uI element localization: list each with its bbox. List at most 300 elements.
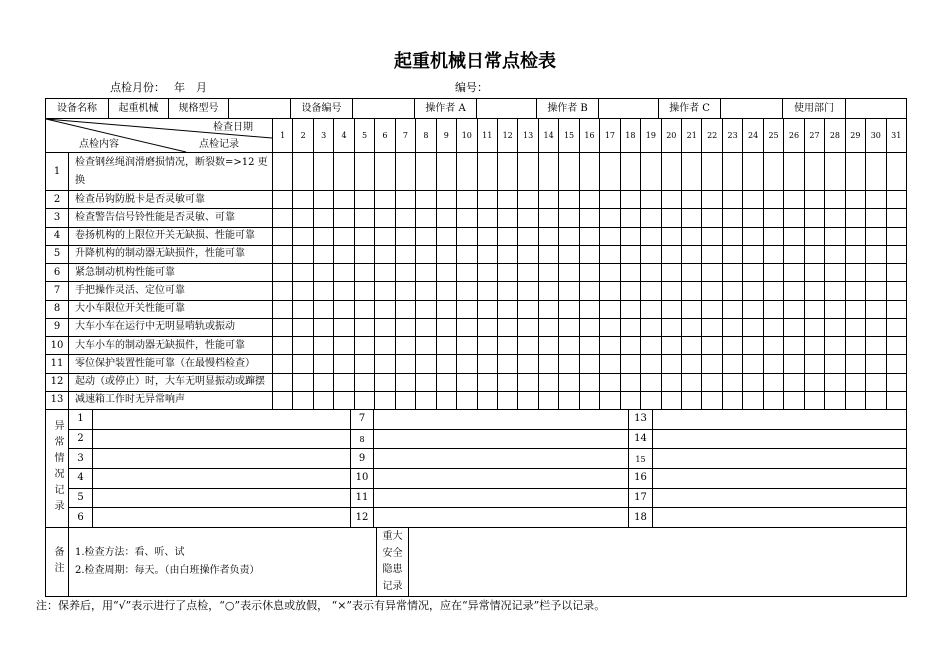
check-record-cell-day-22	[702, 153, 722, 191]
check-item-number: 9	[46, 319, 69, 337]
day-header-18: 18	[621, 119, 641, 153]
remarks-label-cell	[46, 528, 69, 597]
day-header-20: 20	[662, 119, 682, 153]
check-record-cell-day-6	[375, 246, 395, 264]
day-header-28: 28	[825, 119, 845, 153]
remark-check-method: 1.检查方法：看、听、试	[75, 547, 185, 558]
check-record-cell-day-16	[580, 209, 600, 227]
abnormal-entry	[93, 430, 351, 450]
check-record-cell-day-13	[518, 392, 538, 410]
check-record-cell-day-15	[559, 191, 579, 209]
check-record-cell-day-17	[600, 191, 620, 209]
check-record-cell-day-3	[314, 337, 334, 355]
check-record-cell-day-7	[396, 301, 416, 319]
check-record-cell-day-12	[498, 246, 518, 264]
check-record-cell-day-6	[375, 355, 395, 373]
check-record-cell-day-14	[539, 209, 559, 227]
check-item-text: 起动（或停止）时，大车无明显振动或蹿摆	[69, 374, 273, 392]
check-record-cell-day-22	[702, 319, 722, 337]
check-record-cell-day-2	[293, 209, 313, 227]
check-record-cell-day-12	[498, 228, 518, 246]
check-record-cell-day-22	[702, 392, 722, 410]
abnormal-entry	[374, 410, 629, 430]
check-record-cell-day-19	[641, 337, 661, 355]
check-record-cell-day-31	[887, 153, 907, 191]
check-record-cell-day-11	[478, 282, 498, 300]
check-record-cell-day-5	[355, 191, 375, 209]
check-record-cell-day-3	[314, 246, 334, 264]
check-record-cell-day-1	[273, 374, 293, 392]
check-record-cell-day-10	[457, 282, 477, 300]
check-record-cell-day-2	[293, 355, 313, 373]
check-record-cell-day-8	[416, 374, 436, 392]
check-record-cell-day-8	[416, 191, 436, 209]
abnormal-entry	[374, 508, 629, 528]
check-record-cell-day-27	[805, 153, 825, 191]
check-record-cell-day-2	[293, 392, 313, 410]
check-record-cell-day-12	[498, 337, 518, 355]
day-header-11: 11	[478, 119, 498, 153]
check-record-cell-day-11	[478, 191, 498, 209]
footnote: 注：保养后，用“√”表示进行了点检，“○”表示休息或放假， “×”表示有异常情况，应在“异常情况记录”栏予以记录。	[36, 599, 606, 612]
check-record-cell-day-18	[621, 246, 641, 264]
abnormal-number: 6	[69, 508, 93, 528]
abnormal-number: 8	[351, 430, 374, 450]
check-record-cell-day-18	[621, 228, 641, 246]
check-record-cell-day-28	[825, 264, 845, 282]
check-record-cell-day-6	[375, 374, 395, 392]
check-record-cell-day-19	[641, 392, 661, 410]
abnormal-number: 17	[629, 489, 653, 509]
check-record-cell-day-1	[273, 209, 293, 227]
day-header-22: 22	[702, 119, 722, 153]
check-record-cell-day-4	[334, 191, 354, 209]
check-record-cell-day-26	[784, 153, 804, 191]
check-item-text: 检查吊钩防脱卡是否灵敏可靠	[69, 191, 273, 209]
check-record-cell-day-15	[559, 355, 579, 373]
check-record-cell-day-31	[887, 191, 907, 209]
abnormal-number: 5	[69, 489, 93, 509]
check-record-cell-day-27	[805, 246, 825, 264]
check-record-cell-day-8	[416, 209, 436, 227]
abnormal-number: 2	[69, 430, 93, 450]
abnormal-number: 15	[629, 449, 653, 469]
check-record-cell-day-13	[518, 264, 538, 282]
check-record-cell-day-11	[478, 374, 498, 392]
abnormal-entry	[93, 489, 351, 509]
check-record-cell-day-8	[416, 228, 436, 246]
check-record-cell-day-13	[518, 209, 538, 227]
check-record-cell-day-9	[437, 337, 457, 355]
check-record-cell-day-6	[375, 153, 395, 191]
check-record-cell-day-27	[805, 209, 825, 227]
check-record-cell-day-6	[375, 264, 395, 282]
page-title: 起重机械日常点检表	[394, 51, 556, 72]
check-record-cell-day-9	[437, 301, 457, 319]
check-record-cell-day-16	[580, 355, 600, 373]
check-record-cell-day-20	[662, 246, 682, 264]
check-record-cell-day-12	[498, 392, 518, 410]
abnormal-entry	[653, 430, 907, 450]
operator-c-label: 操作者 C	[659, 99, 721, 119]
check-item-number: 10	[46, 337, 69, 355]
check-record-cell-day-8	[416, 337, 436, 355]
check-record-cell-day-7	[396, 337, 416, 355]
check-record-cell-day-4	[334, 337, 354, 355]
department-value	[846, 99, 907, 119]
check-record-cell-day-30	[866, 228, 886, 246]
check-record-cell-day-2	[293, 191, 313, 209]
check-record-cell-day-9	[437, 282, 457, 300]
check-record-cell-day-15	[559, 264, 579, 282]
abnormal-number: 4	[69, 469, 93, 489]
abnormal-entry	[653, 489, 907, 509]
check-record-cell-day-7	[396, 319, 416, 337]
check-record-cell-day-3	[314, 228, 334, 246]
check-record-cell-day-29	[846, 191, 866, 209]
abnormal-number: 10	[351, 469, 374, 489]
check-record-cell-day-3	[314, 355, 334, 373]
check-record-cell-day-3	[314, 209, 334, 227]
check-record-cell-day-25	[764, 355, 784, 373]
check-record-cell-day-9	[437, 355, 457, 373]
check-record-cell-day-8	[416, 319, 436, 337]
check-record-cell-day-11	[478, 264, 498, 282]
check-item-number: 11	[46, 355, 69, 373]
day-header-13: 13	[518, 119, 538, 153]
check-record-cell-day-4	[334, 282, 354, 300]
check-record-cell-day-10	[457, 209, 477, 227]
check-record-cell-day-31	[887, 319, 907, 337]
check-record-cell-day-18	[621, 355, 641, 373]
check-record-cell-day-18	[621, 374, 641, 392]
check-record-cell-day-12	[498, 355, 518, 373]
check-record-cell-day-15	[559, 301, 579, 319]
check-record-cell-day-20	[662, 355, 682, 373]
check-record-cell-day-24	[743, 337, 763, 355]
check-record-cell-day-30	[866, 337, 886, 355]
check-record-cell-day-19	[641, 355, 661, 373]
check-item-text: 零位保护装置性能可靠（在最慢档检查）	[69, 355, 273, 373]
check-record-cell-day-26	[784, 392, 804, 410]
check-record-cell-day-14	[539, 337, 559, 355]
check-record-cell-day-27	[805, 319, 825, 337]
check-record-cell-day-11	[478, 228, 498, 246]
operator-a-label: 操作者 A	[415, 99, 477, 119]
day-header-21: 21	[682, 119, 702, 153]
check-record-cell-day-11	[478, 337, 498, 355]
check-record-cell-day-30	[866, 246, 886, 264]
day-header-24: 24	[743, 119, 763, 153]
check-record-cell-day-28	[825, 374, 845, 392]
form-number-label: 编号：	[455, 81, 488, 94]
check-record-cell-day-30	[866, 392, 886, 410]
check-record-cell-day-25	[764, 392, 784, 410]
check-record-cell-day-25	[764, 246, 784, 264]
check-record-cell-day-21	[682, 228, 702, 246]
check-record-cell-day-12	[498, 153, 518, 191]
day-header-4: 4	[334, 119, 354, 153]
day-header-7: 7	[396, 119, 416, 153]
check-record-cell-day-25	[764, 209, 784, 227]
check-record-cell-day-8	[416, 301, 436, 319]
check-record-cell-day-29	[846, 282, 866, 300]
check-record-cell-day-24	[743, 191, 763, 209]
check-record-cell-day-15	[559, 153, 579, 191]
check-record-cell-day-31	[887, 228, 907, 246]
day-header-5: 5	[355, 119, 375, 153]
check-record-cell-day-7	[396, 264, 416, 282]
remarks-label: 备注	[52, 546, 63, 578]
check-record-cell-day-12	[498, 301, 518, 319]
check-record-cell-day-13	[518, 282, 538, 300]
check-record-cell-day-7	[396, 153, 416, 191]
check-record-cell-day-21	[682, 374, 702, 392]
check-record-cell-day-1	[273, 319, 293, 337]
check-record-cell-day-2	[293, 264, 313, 282]
check-record-cell-day-16	[580, 392, 600, 410]
check-record-cell-day-18	[621, 191, 641, 209]
check-record-cell-day-25	[764, 228, 784, 246]
check-record-cell-day-30	[866, 264, 886, 282]
check-record-cell-day-15	[559, 319, 579, 337]
check-item-text: 减速箱工作时无异常响声	[69, 392, 273, 410]
check-record-cell-day-26	[784, 246, 804, 264]
day-header-16: 16	[580, 119, 600, 153]
check-record-cell-day-10	[457, 337, 477, 355]
check-record-cell-day-17	[600, 228, 620, 246]
check-record-cell-day-23	[723, 355, 743, 373]
check-record-cell-day-30	[866, 153, 886, 191]
check-item-text: 卷扬机构的上限位开关无缺损、性能可靠	[69, 228, 273, 246]
check-record-cell-day-10	[457, 264, 477, 282]
check-record-cell-day-24	[743, 374, 763, 392]
major-hazard-label: 重大安全隐患记录	[382, 531, 403, 592]
check-record-cell-day-27	[805, 355, 825, 373]
spec-model-label: 规格型号	[169, 99, 229, 119]
check-record-cell-day-23	[723, 209, 743, 227]
check-record-cell-day-3	[314, 191, 334, 209]
check-record-cell-day-4	[334, 374, 354, 392]
abnormal-number: 14	[629, 430, 653, 450]
check-record-cell-day-28	[825, 337, 845, 355]
check-record-cell-day-22	[702, 301, 722, 319]
check-record-cell-day-9	[437, 191, 457, 209]
check-record-cell-day-2	[293, 282, 313, 300]
check-record-cell-day-11	[478, 209, 498, 227]
operator-c-value	[721, 99, 783, 119]
check-record-cell-day-5	[355, 246, 375, 264]
check-record-cell-day-2	[293, 337, 313, 355]
check-record-cell-day-5	[355, 282, 375, 300]
check-record-cell-day-17	[600, 282, 620, 300]
check-record-cell-day-25	[764, 153, 784, 191]
check-record-cell-day-10	[457, 228, 477, 246]
abnormal-entry	[653, 508, 907, 528]
check-record-cell-day-7	[396, 246, 416, 264]
check-record-cell-day-4	[334, 246, 354, 264]
check-record-cell-day-30	[866, 355, 886, 373]
check-record-cell-day-26	[784, 319, 804, 337]
check-record-cell-day-7	[396, 374, 416, 392]
check-record-cell-day-5	[355, 355, 375, 373]
abnormal-entry	[374, 449, 629, 469]
check-record-cell-day-5	[355, 264, 375, 282]
check-record-cell-day-1	[273, 153, 293, 191]
abnormal-record-label-cell	[46, 410, 69, 528]
check-record-cell-day-5	[355, 153, 375, 191]
check-record-cell-day-23	[723, 319, 743, 337]
check-record-cell-day-27	[805, 282, 825, 300]
check-record-cell-day-31	[887, 209, 907, 227]
check-record-cell-day-12	[498, 282, 518, 300]
check-record-cell-day-19	[641, 319, 661, 337]
abnormal-number: 12	[351, 508, 374, 528]
check-item-text: 检查警告信号铃性能是否灵敏、可靠	[69, 209, 273, 227]
check-record-cell-day-29	[846, 153, 866, 191]
check-record-cell-day-26	[784, 282, 804, 300]
check-record-cell-day-11	[478, 355, 498, 373]
check-record-cell-day-30	[866, 282, 886, 300]
check-record-cell-day-11	[478, 319, 498, 337]
check-record-cell-day-12	[498, 191, 518, 209]
check-record-cell-day-10	[457, 392, 477, 410]
check-record-cell-day-17	[600, 374, 620, 392]
check-record-cell-day-6	[375, 337, 395, 355]
check-record-cell-day-25	[764, 301, 784, 319]
check-record-cell-day-3	[314, 264, 334, 282]
check-record-cell-day-29	[846, 246, 866, 264]
check-record-cell-day-9	[437, 264, 457, 282]
check-record-cell-day-22	[702, 191, 722, 209]
check-record-cell-day-13	[518, 153, 538, 191]
check-record-cell-day-25	[764, 374, 784, 392]
check-record-cell-day-4	[334, 392, 354, 410]
check-record-cell-day-4	[334, 228, 354, 246]
check-record-cell-day-22	[702, 264, 722, 282]
check-item-text: 手把操作灵活、定位可靠	[69, 282, 273, 300]
check-record-cell-day-15	[559, 228, 579, 246]
check-record-cell-day-1	[273, 246, 293, 264]
check-record-cell-day-19	[641, 153, 661, 191]
check-record-cell-day-23	[723, 191, 743, 209]
check-record-cell-day-28	[825, 209, 845, 227]
check-record-cell-day-1	[273, 337, 293, 355]
check-item-number: 13	[46, 392, 69, 410]
day-header-2: 2	[293, 119, 313, 153]
check-record-cell-day-20	[662, 282, 682, 300]
check-record-cell-day-7	[396, 191, 416, 209]
check-record-cell-day-22	[702, 355, 722, 373]
check-record-cell-day-5	[355, 301, 375, 319]
check-record-cell-day-29	[846, 355, 866, 373]
check-record-cell-day-2	[293, 301, 313, 319]
check-record-cell-day-25	[764, 191, 784, 209]
check-record-cell-day-23	[723, 337, 743, 355]
abnormal-entry	[653, 469, 907, 489]
check-record-cell-day-14	[539, 355, 559, 373]
abnormal-number: 1	[69, 410, 93, 430]
check-content-label: 点检内容	[79, 139, 119, 150]
check-record-cell-day-24	[743, 246, 763, 264]
check-record-cell-day-17	[600, 355, 620, 373]
month-unit: 月	[196, 81, 207, 94]
check-record-cell-day-19	[641, 191, 661, 209]
check-record-cell-day-24	[743, 228, 763, 246]
check-record-cell-day-22	[702, 246, 722, 264]
check-record-cell-day-28	[825, 191, 845, 209]
remark-check-cycle: 2.检查周期：每天。（由白班操作者负责）	[75, 565, 260, 576]
check-record-cell-day-15	[559, 209, 579, 227]
abnormal-entry	[93, 449, 351, 469]
check-record-cell-day-13	[518, 301, 538, 319]
check-record-cell-day-11	[478, 301, 498, 319]
check-record-cell-day-10	[457, 153, 477, 191]
check-record-cell-day-21	[682, 191, 702, 209]
check-record-cell-day-24	[743, 301, 763, 319]
check-record-cell-day-14	[539, 392, 559, 410]
check-record-cell-day-23	[723, 374, 743, 392]
check-record-cell-day-7	[396, 209, 416, 227]
check-record-cell-day-26	[784, 374, 804, 392]
check-record-cell-day-21	[682, 282, 702, 300]
check-record-cell-day-29	[846, 264, 866, 282]
check-record-cell-day-16	[580, 282, 600, 300]
check-record-cell-day-29	[846, 319, 866, 337]
check-record-cell-day-29	[846, 374, 866, 392]
day-header-9: 9	[437, 119, 457, 153]
check-record-cell-day-9	[437, 209, 457, 227]
check-record-cell-day-23	[723, 246, 743, 264]
check-record-cell-day-4	[334, 209, 354, 227]
check-record-cell-day-26	[784, 191, 804, 209]
major-hazard-record	[409, 528, 907, 597]
check-record-cell-day-17	[600, 246, 620, 264]
check-record-cell-day-17	[600, 153, 620, 191]
check-record-cell-day-2	[293, 246, 313, 264]
abnormal-entry	[93, 410, 351, 430]
check-record-cell-day-5	[355, 392, 375, 410]
day-header-30: 30	[866, 119, 886, 153]
check-record-cell-day-2	[293, 319, 313, 337]
check-record-cell-day-13	[518, 337, 538, 355]
abnormal-number: 11	[351, 489, 374, 509]
check-record-cell-day-22	[702, 209, 722, 227]
check-record-cell-day-18	[621, 337, 641, 355]
check-record-cell-day-15	[559, 374, 579, 392]
check-record-cell-day-5	[355, 337, 375, 355]
check-record-cell-day-30	[866, 301, 886, 319]
check-record-cell-day-21	[682, 392, 702, 410]
check-record-cell-day-23	[723, 264, 743, 282]
check-record-cell-day-16	[580, 228, 600, 246]
check-record-cell-day-28	[825, 301, 845, 319]
check-record-cell-day-3	[314, 319, 334, 337]
check-record-cell-day-24	[743, 209, 763, 227]
check-item-text: 大车小车的制动器无缺损件，性能可靠	[69, 337, 273, 355]
check-record-cell-day-14	[539, 264, 559, 282]
check-record-cell-day-19	[641, 246, 661, 264]
check-item-text: 检查钢丝绳润滑磨损情况，断裂数=>12 更换	[69, 153, 273, 191]
abnormal-number: 18	[629, 508, 653, 528]
check-record-cell-day-17	[600, 319, 620, 337]
check-record-cell-day-27	[805, 374, 825, 392]
check-record-cell-day-14	[539, 191, 559, 209]
day-header-10: 10	[457, 119, 477, 153]
check-record-label: 点检记录	[199, 139, 239, 150]
check-record-cell-day-1	[273, 355, 293, 373]
check-record-cell-day-27	[805, 191, 825, 209]
